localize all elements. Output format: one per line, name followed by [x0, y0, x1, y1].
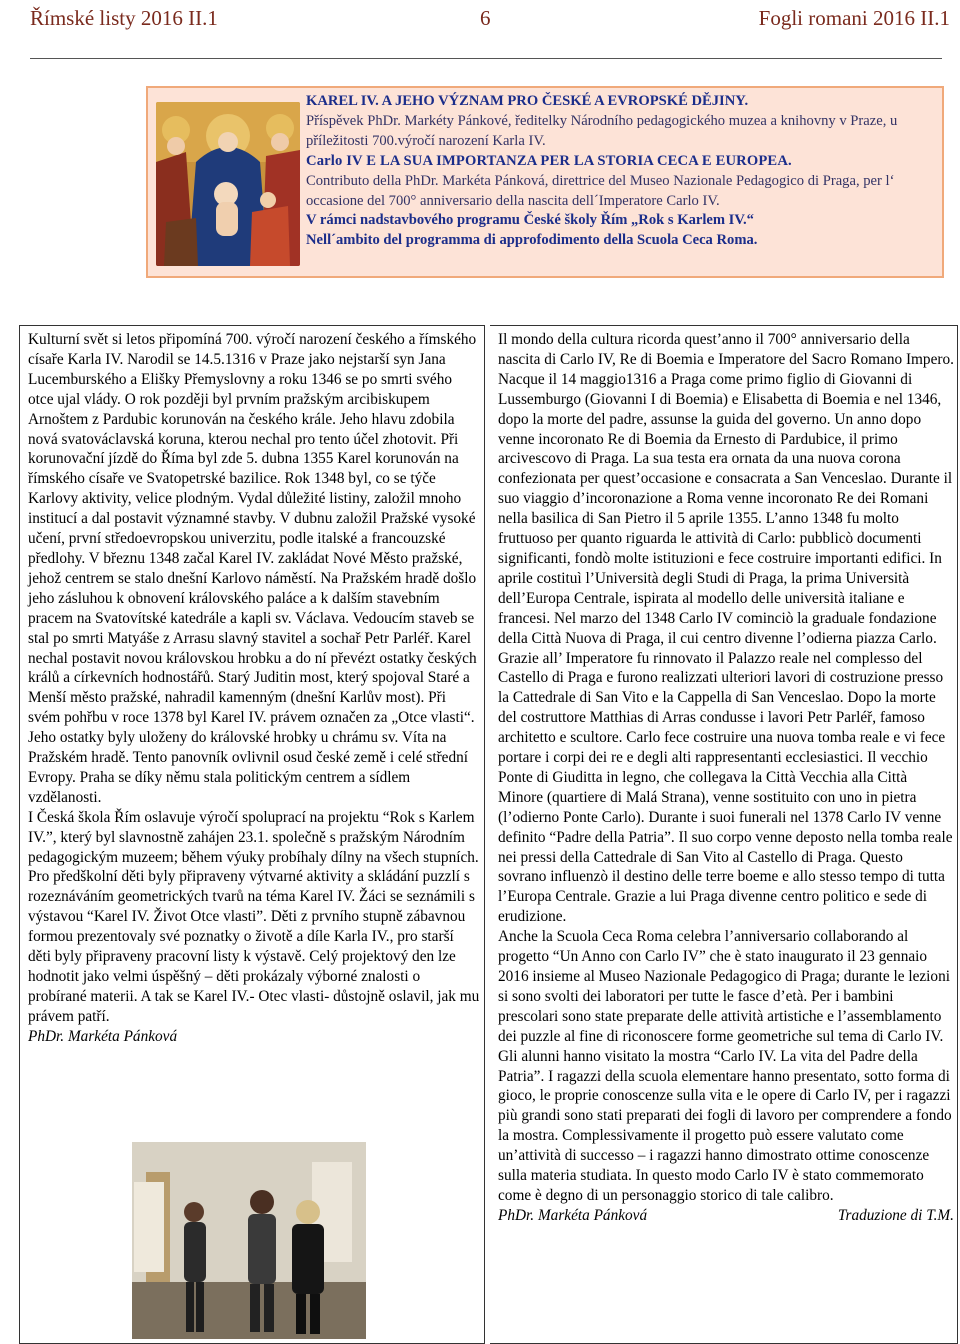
- banner-title-cz: KAREL IV. A JEHO VÝZNAM PRO ČESKÉ A EVROPSKÉ DĚJINY.: [306, 93, 749, 109]
- article-banner: [146, 86, 944, 278]
- banner-program-cz: V rámci nadstavbového programu České školy Řím „Rok s Karlem IV.“: [306, 212, 754, 229]
- czech-signature: PhDr. Markéta Pánková: [28, 1027, 178, 1045]
- italian-article-text: [498, 330, 954, 1226]
- czech-paragraph-2: I Česká škola Řím oslavuje výročí spoluprací na projektu “Rok s Karlem IV.”, který byl slavnostně zahájen 23.1. společně s pražským Národním pedagogickým muzeem; během výuky probíhaly dílny na všech stupních. Pro předškolní děti byly připraveny výtvarné aktivity a skládání puzzlí s rozeznáváním geometrických tvarů na téma Karel IV. Žáci se seznámili s výstavou “Karel IV. Život Otce vlasti”. Děti z prvního stupně zábavnou formou prezentovaly své poznatky o životě a díle Karla IV., pro starší děti byly připraveny pracovní listy k výstavě. Celý projektový den lze hodnotit jako velmi úspěšný – děti prokázaly výborné znalosti o probírané materii. A tak se Karel IV.- Otec vlasti- důstojně oslavil, jak mu právem patří.: [28, 808, 480, 1025]
- header-left-title: Římské listy 2016 II.1: [30, 6, 218, 30]
- page-header: [30, 6, 950, 36]
- translator-credit: Traduzione di T.M.: [837, 1206, 954, 1224]
- banner-title-it: Carlo IV E LA SUA IMPORTANZA PER LA STORIA CECA E EUROPEA.: [306, 152, 792, 169]
- czech-article-text: [28, 330, 480, 1047]
- banner-subtitle-cz: Příspěvek PhDr. Markéty Pánkové, ředitelky Národního pedagogického muzea a knihovny v Praze, u příležitosti 700.výročí narození Karla IV.: [306, 112, 898, 149]
- italian-paragraph-2: Anche la Scuola Ceca Roma celebra l’anniversario collaborando al progetto “Un Anno con Carlo IV” che è stato inaugurato il 23 gennaio 2016 insieme al Museo Nazionale Pedagogico di Praga; durante le lezioni si sono svolti dei laboratori per tutte le fasce d’età. Per i bambini prescolari sono state preparate delle attività artistiche e l’assemblamento dei puzzle al fine di riconoscere forme geometriche sul tema di Carlo IV. Gli alunni hanno visitato la mostra “Carlo IV. La vita del Padre della Patria”. I ragazzi della scuola elementare hanno presentato, sotto forma di gioco, le proprie conoscenze sulla vita e le opere di Carlo IV, per i ragazzi più grandi sono stati preparati dei fogli di lavoro per comprendere a fondo la mostra. Complessivamente il progetto può essere valutato come un’attività di successo – i ragazzi hanno dimostrato ottime conoscenze sulla materia studiata. In questo modo Carlo IV è stato commemorato come è degno di un personaggio storico di tale calibro.: [498, 928, 952, 1204]
- italian-column: [490, 325, 958, 1344]
- banner-program-it: Nell´ambito del programma di approfodimento della Scuola Ceca Roma.: [306, 232, 758, 249]
- header-right-title: Fogli romani 2016 II.1: [758, 6, 950, 30]
- header-rule: [30, 58, 942, 59]
- exhibition-photo-image: [132, 1142, 366, 1339]
- banner-text: [306, 92, 936, 251]
- czech-paragraph-1: Kulturní svět si letos připomíná 700. výročí narození českého a římského císaře Karla IV. Narodil se 14.5.1316 v Praze jako nejstarší syn Jana Lucemburského a Elišky Přemyslovny a roku 1346 se po smrti svého otce ujal vlády. O rok později byl prvním pražským arcibiskupem Arnoštem z Pardubic korunován na českého krále. Jeho hlavu zdobila nová svatováclavská koruna, kterou nechal pro tento účel zhotovit. Při korunovační jízdě do Říma byl zde 5. dubna 1355 Karel korunován na římského císaře ve Svatopetrské bazilice. Rok 1348 byl, co se týče Karlovy aktivity, velice plodným. Vydal důležité listiny, založil mnoho institucí a dal postavit významné stavby. V dubnu založil Pražské vysoké učení, první středoevropskou univerzitu, podle italské a francouzské předlohy. V březnu 1348 začal Karel IV. zakládat Nové Město pražské, jehož centrem se stalo dnešní Karlovo náměstí. Na Pražském hradě došlo jeho zásluhou k obnovení královského paláce a k dalším stavebním pracem na Svatovítské katedrále a kapli sv. Václava. Vedoucím staveb se stal po smrti Matyáše z Arrasu slavný stavitel a sochař Petr Parléř. Karel nechal postavit novou královskou hrobku a do ní převézt ostatky českých králů a církevních hodnostářů. Starý Juditin most, který spojoval Staré a Menší město pražské, nahradil kamenným (dnešní Karlův most). Při svém pohřbu v roce 1378 byl Karel IV. právem označen za „Otce vlasti“. Jeho ostatky byly uloženy do královské hrobky u chrámu sv. Víta na Pražském hradě. Tento panovník ovlivnil osud české země i celé střední Evropy. Praha se díky němu stala politickým centrem a sídlem vzdělanosti.: [28, 331, 477, 806]
- italian-signature: PhDr. Markéta Pánková: [498, 1206, 648, 1224]
- banner-subtitle-it: Contributo della PhDr. Markéta Pánková, direttrice del Museo Nazionale Pedagogico di Praga, per l‘ occasione del 700° anniversario della nascita dell´Imperatore Carlo IV.: [306, 172, 895, 209]
- page-number: 6: [480, 6, 491, 30]
- czech-column: [19, 325, 485, 1344]
- italian-paragraph-1: Il mondo della cultura ricorda quest’anno il 700° anniversario della nascita di Carlo IV, Re di Boemia e Imperatore del Sacro Romano Impero. Nacque il 14 maggio1316 a Praga come primo figlio di Giovanni di Lussemburgo (Giovanni I di Boemia) e Elisabetta di Boemia e nel 1346, dopo la morte del padre, assunse la guida del governo. Un anno dopo venne incoronato Re di Boemia da Ernesto di Pardubice, il primo arcivescovo di Praga. La sua testa era ornata da una nuova corona confezionata per quest’occasione e consacrata a San Venceslao. Durante il suo viaggio d’incoronazione a Roma venne incoronato Re dei Romani nella basilica di San Pietro il 5 aprile 1355. L’anno 1348 fu molto fruttuoso per quanto riguarda le attività di Carlo: pubblicò documenti significanti, fondò molte istituzioni e fece costruire importanti edifici. In aprile costituì l’Università degli Studi di Praga, la prima Università dell’Europa Centrale, ispirata al modello delle università italiane e francesi. Nel marzo del 1348 Carlo IV cominciò la graduale fondazione della Città Nuova di Praga, il cui centro divenne l’odierna piazza Carlo. Grazie all’ Imperatore fu rinnovato il Palazzo reale nel complesso del Castello di Praga e furono realizzati ulteriori lavori di costruzione presso la Cattedrale di San Vito e la Cappella di San Venceslao. Dopo la morte del costruttore Matthias di Arras condusse i lavori Petr Parléř, famoso architetto e scultore. Carlo fece costruire una nuova tomba reale e vi fece portare i corpi dei re e degli alti rappresentanti ecclesiastici. Il vecchio Ponte di Giuditta in legno, che collegava la Città Vecchia alla Città Minore (quartiere di Malá Strana), venne sostituito con uno in pietra (l’odierno Ponte Carlo). Durante i suoi funerali nel 1378 Carlo IV venne definito “Padre della Patria”. Il suo corpo venne deposto nella tomba reale nei pressi della Cattedrale di San Vito al Castello di Praga. Questo sovrano influenzò il destino delle terre boeme e allo stesso tempo di tutta l’Europa Centrale. Grazie a lui Praga divenne centro politico e sede di erudizione.: [498, 331, 954, 926]
- italian-signature-line: [498, 1206, 954, 1226]
- madonna-painting-image: [156, 102, 300, 266]
